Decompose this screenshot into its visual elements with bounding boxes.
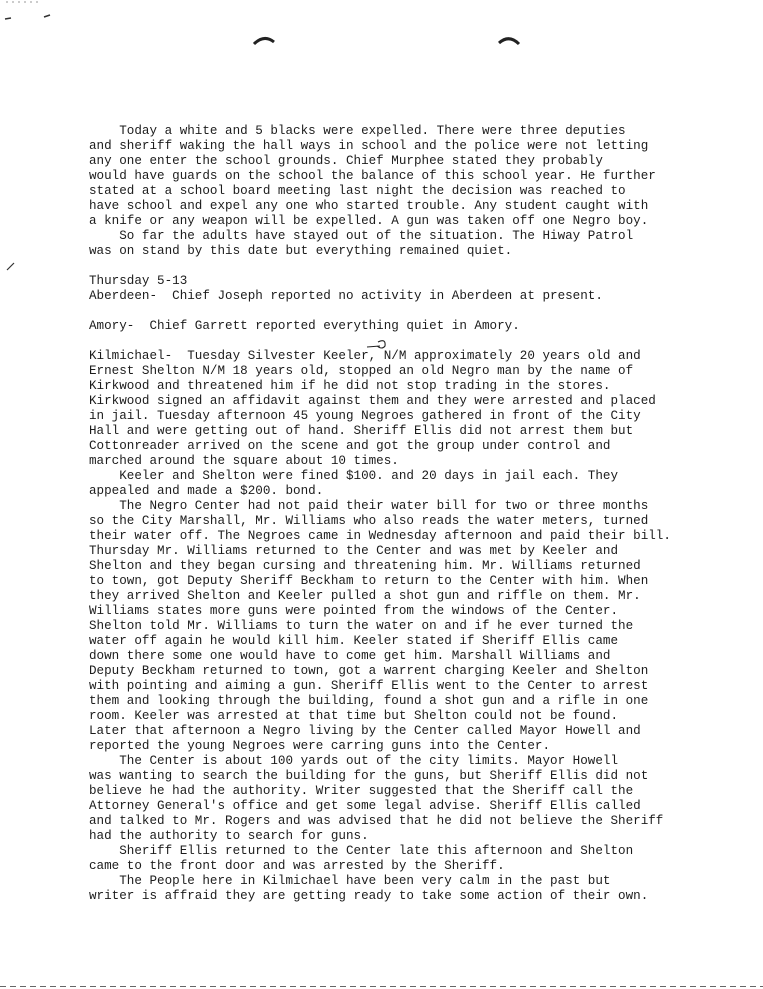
text-line: Hall and were getting out of hand. Sheriff Ellis did not arrest them but — [89, 424, 634, 438]
text-line: Williams states more guns were pointed from the windows of the Center. — [89, 604, 619, 618]
text-line: had the authority to search for guns. — [89, 829, 369, 843]
text-line: a knife or any weapon will be expelled. A gun was taken off one Negro boy. — [89, 214, 649, 228]
text-line: Aberdeen- Chief Joseph reported no activity in Aberdeen at present. — [89, 289, 603, 303]
text-line: stated at a school board meeting last night the decision was reached to — [89, 184, 626, 198]
text-line: Kirkwood and threatened him if he did not stop trading in the stores. — [89, 379, 611, 393]
text-line: Ernest Shelton N/M 18 years old, stopped an old Negro man by the name of — [89, 364, 634, 378]
punch-mark-right — [497, 34, 521, 46]
document-body — [89, 124, 689, 904]
text-line: have school and expel any one who started trouble. Any student caught with — [89, 199, 649, 213]
text-line: room. Keeler was arrested at that time but Shelton could not be found. — [89, 709, 619, 723]
text-line: Cottonreader arrived on the scene and got the group under control and — [89, 439, 611, 453]
text-line: writer is affraid they are getting ready to take some action of their own. — [89, 889, 649, 903]
text-line: Later that afternoon a Negro living by the Center called Mayor Howell and — [89, 724, 641, 738]
paragraph-gap — [89, 334, 689, 349]
text-line: Kilmichael- Tuesday Silvester Keeler, N/M approximately 20 years old and — [89, 349, 641, 363]
text-line: in jail. Tuesday afternoon 45 young Negroes gathered in front of the City — [89, 409, 641, 423]
text-line: came to the front door and was arrested by the Sheriff. — [89, 859, 505, 873]
text-line: water off again he would kill him. Keeler stated if Sheriff Ellis came — [89, 634, 619, 648]
text-line: appealed and made a $200. bond. — [89, 484, 324, 498]
text-line: Shelton and they began cursing and threatening him. Mr. Williams returned — [89, 559, 641, 573]
text-line: they arrived Shelton and Keeler pulled a shot gun and riffle on them. Mr. — [89, 589, 641, 603]
punch-mark-left — [252, 34, 276, 46]
text-line: Kirkwood signed an affidavit against them and they were arrested and placed — [89, 394, 656, 408]
text-line: The Center is about 100 yards out of the city limits. Mayor Howell — [89, 754, 619, 768]
text-line: Deputy Beckham returned to town, got a warrent charging Keeler and Shelton — [89, 664, 649, 678]
bottom-scan-edge — [0, 986, 763, 987]
text-line: Shelton told Mr. Williams to turn the water on and if he ever turned the — [89, 619, 634, 633]
paragraph-gap — [89, 259, 689, 274]
text-line: Sheriff Ellis returned to the Center late this afternoon and Shelton — [89, 844, 634, 858]
text-line: with pointing and aiming a gun. Sheriff Ellis went to the Center to arrest — [89, 679, 649, 693]
text-line: was wanting to search the building for the guns, but Sheriff Ellis did not — [89, 769, 649, 783]
text-line: So far the adults have stayed out of the situation. The Hiway Patrol — [89, 229, 634, 243]
text-line: Attorney General's office and get some legal advise. Sheriff Ellis called — [89, 799, 641, 813]
margin-mark — [5, 260, 17, 272]
text-line: any one enter the school grounds. Chief Murphee stated they probably — [89, 154, 603, 168]
text-line: and sheriff waking the hall ways in school and the police were not letting — [89, 139, 649, 153]
text-line: Amory- Chief Garrett reported everything quiet in Amory. — [89, 319, 520, 333]
text-line: The Negro Center had not paid their water bill for two or three months — [89, 499, 649, 513]
scan-speck-top-left — [0, 0, 60, 24]
text-line: Thursday 5-13 — [89, 274, 188, 288]
text-line: to town, got Deputy Sheriff Beckham to return to the Center with him. When — [89, 574, 649, 588]
text-line: down there some one would have to come get him. Marshall Williams and — [89, 649, 611, 663]
text-line: Today a white and 5 blacks were expelled. There were three deputies — [89, 124, 626, 138]
text-line: so the City Marshall, Mr. Williams who also reads the water meters, turned — [89, 514, 649, 528]
text-line: and talked to Mr. Rogers and was advised that he did not believe the Sheriff — [89, 814, 664, 828]
text-line: their water off. The Negroes came in Wednesday afternoon and paid their bill. — [89, 529, 671, 543]
text-line: believe he had the authority. Writer suggested that the Sheriff call the — [89, 784, 634, 798]
text-line: Keeler and Shelton were fined $100. and 20 days in jail each. They — [89, 469, 619, 483]
text-line: Thursday Mr. Williams returned to the Center and was met by Keeler and — [89, 544, 619, 558]
paragraph-gap — [89, 304, 689, 319]
text-line: marched around the square about 10 times. — [89, 454, 399, 468]
text-line: The People here in Kilmichael have been very calm in the past but — [89, 874, 611, 888]
text-line: them and looking through the building, found a shot gun and a rifle in one — [89, 694, 649, 708]
text-line: reported the young Negroes were carring guns into the Center. — [89, 739, 551, 753]
text-line: would have guards on the school the balance of this school year. He further — [89, 169, 656, 183]
text-line: was on stand by this date but everything remained quiet. — [89, 244, 513, 258]
